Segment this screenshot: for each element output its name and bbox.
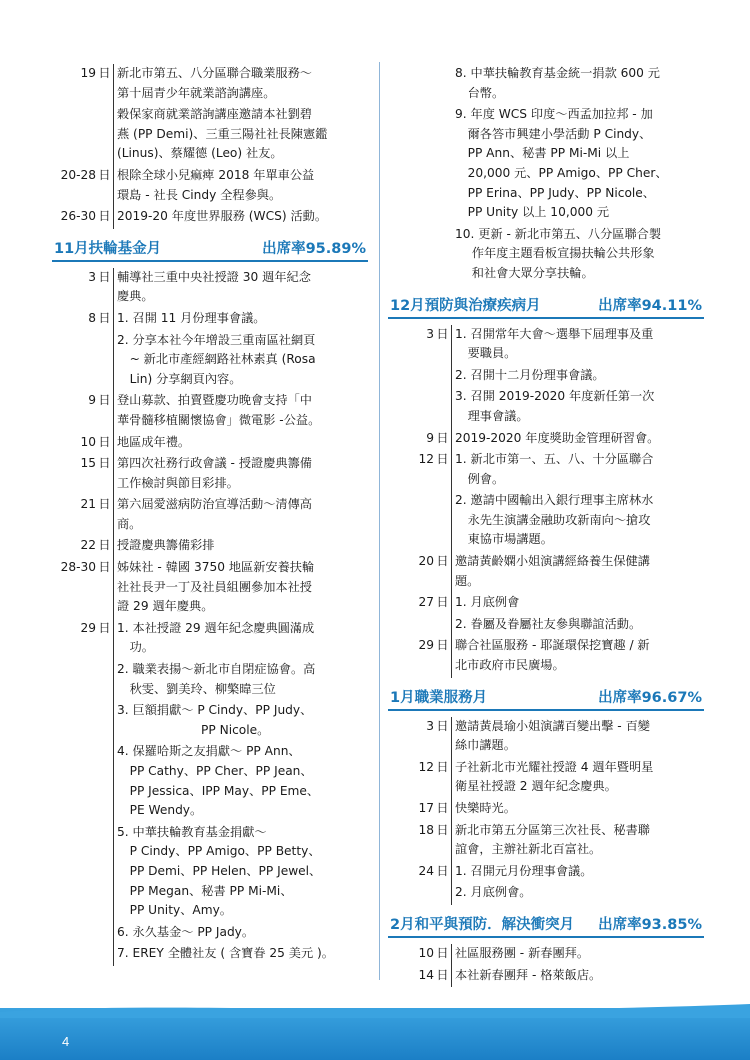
entry-text [113, 64, 368, 166]
text-line: 題。 [455, 573, 480, 588]
entry-paragraph [117, 64, 368, 103]
entry-date: 12 [418, 759, 434, 774]
text-line: 3. 巨額捐獻～ P Cindy、PP Judy、 [117, 703, 313, 718]
text-line: 要職員。 [467, 346, 517, 361]
entry-date: 18 [418, 822, 434, 837]
text-line: PP Ann、秘書 PP Mi-Mi 以上 [467, 146, 630, 161]
entry-paragraph [117, 701, 368, 740]
text-line: 1. 本社授證 29 週年紀念慶典圓滿成 [117, 620, 315, 635]
text-line: 社社長尹一丁及社員組團參加本社授 [117, 579, 312, 594]
text-line: 爾各答市興建小學活動 P Cindy、 [467, 126, 652, 141]
text-line: 快樂時光。 [455, 801, 516, 815]
entry-date: 29 [80, 620, 96, 635]
entry-paragraph [117, 105, 368, 164]
entry-paragraph [117, 331, 368, 390]
date-entry [52, 64, 368, 166]
entry-date: 15 [80, 456, 96, 471]
entry-paragraph [455, 64, 704, 103]
date-entry [388, 966, 704, 988]
text-line: 第六屆愛滋病防治宣導活動～清傳高 [117, 497, 312, 512]
text-line: 子社新北市光耀社授證 4 週年暨明星 [455, 759, 654, 774]
text-line: 地區成年禮。 [117, 434, 191, 449]
entry-date: 29 [418, 638, 434, 653]
day-unit: 日 [98, 66, 111, 80]
attendance-rate: 出席率93.85% [598, 916, 702, 933]
section-title: 2月和平與預防．解決衝突月 [390, 916, 575, 933]
entry-continued [388, 64, 704, 286]
entry-paragraph [117, 742, 368, 820]
text-line: 永先生演講金融助攻新南向～搶攻 [467, 512, 651, 527]
entry-paragraph [455, 593, 704, 613]
entry-paragraph [117, 536, 368, 556]
entry-paragraph [455, 491, 704, 550]
page-number: 4 [62, 1034, 70, 1049]
entry-text [113, 495, 368, 536]
date-entry [52, 454, 368, 495]
day-unit: 日 [98, 269, 111, 284]
entry-paragraph [117, 495, 368, 534]
entry-paragraph [117, 391, 368, 430]
entry-date: 9 [426, 430, 434, 445]
date-entry [388, 862, 704, 905]
entry-text [451, 636, 704, 677]
text-line: 2. 召開十二月份理事會議。 [455, 367, 605, 382]
entry-paragraph [117, 923, 368, 943]
text-line: 2019-2020 年度獎助金管理研習會。 [455, 430, 660, 445]
date-entry [388, 636, 704, 677]
entry-date: 27 [418, 595, 434, 610]
entry-date: 20-28 [60, 167, 96, 182]
entry-date [388, 64, 434, 286]
day-unit: 日 [436, 638, 449, 653]
text-line: 社區服務團 - 新春團拜。 [455, 945, 590, 960]
day-unit: 日 [98, 560, 111, 575]
text-line: PP Unity、Amy。 [129, 903, 232, 918]
attendance-rate: 出席率96.67% [598, 689, 702, 706]
text-line: PP Erina、PP Judy、PP Nicole、 [467, 185, 655, 200]
entry-date: 9 [88, 393, 96, 408]
date-entry [52, 495, 368, 536]
entry-paragraph [117, 619, 368, 658]
entry-text [451, 64, 704, 286]
text-line: 華骨髓移植關懷協會」微電影 -公益。 [117, 412, 321, 427]
text-line: 新北市第五、八分區聯合職業服務～ [117, 66, 312, 80]
text-line: 1. 召開常年大會～選舉下屆理事及重 [455, 326, 654, 341]
text-line: 1. 召開元月份理事會議。 [455, 863, 593, 878]
text-line: 功。 [129, 640, 154, 655]
text-line: 例會。 [467, 471, 505, 486]
entry-paragraph [455, 105, 704, 223]
entry-text [451, 966, 704, 988]
day-unit: 日 [436, 863, 449, 878]
day-unit: 日 [436, 801, 449, 815]
entry-date: 10 [80, 434, 96, 449]
entry-paragraph [117, 454, 368, 493]
entry-text [451, 862, 704, 905]
text-line: 穀保家商就業諮詢講座邀請本社劉碧 [117, 107, 312, 122]
text-line: 衛星社授證 2 週年紀念慶典。 [455, 779, 617, 794]
entry-paragraph [455, 883, 704, 903]
text-line: 台幣。 [467, 85, 505, 100]
date-entry [52, 309, 368, 391]
entry-text [451, 717, 704, 758]
day-unit: 日 [98, 434, 111, 449]
day-unit: 日 [436, 595, 449, 610]
text-line: 9. 年度 WCS 印度～西孟加拉邦 - 加 [455, 107, 653, 122]
text-line: 秋雯、劉美玲、柳檠暐三位 [129, 681, 276, 696]
entry-paragraph [455, 758, 704, 797]
entry-text [451, 758, 704, 799]
date-entry [52, 433, 368, 455]
entry-text [451, 799, 704, 821]
entry-text [113, 558, 368, 619]
day-unit: 日 [98, 393, 111, 408]
entry-date: 26-30 [60, 209, 96, 224]
text-line: 1. 月底例會 [455, 595, 520, 610]
text-line: PP Nicole。 [201, 722, 270, 737]
entry-paragraph [455, 615, 704, 635]
text-line: 理事會議。 [467, 408, 529, 423]
date-entry [388, 799, 704, 821]
entry-paragraph [455, 225, 704, 284]
entry-paragraph [455, 944, 704, 964]
text-line: PP Unity 以上 10,000 元 [467, 205, 610, 220]
section-heading [388, 684, 704, 711]
text-line: 東協市場講題。 [467, 532, 553, 547]
entry-text [451, 593, 704, 636]
entry-date: 21 [80, 497, 96, 512]
attendance-rate: 出席率95.89% [262, 240, 366, 257]
footer-band [0, 1008, 750, 1060]
day-unit: 日 [436, 822, 449, 837]
entry-paragraph [455, 636, 704, 675]
entry-date: 12 [418, 452, 434, 467]
date-entry [388, 552, 704, 593]
entry-date: 20 [418, 554, 434, 569]
date-entry [388, 450, 704, 552]
day-unit: 日 [436, 759, 449, 774]
text-line: PP Cathy、PP Cher、PP Jean、 [129, 764, 313, 778]
day-unit [434, 64, 451, 286]
entry-paragraph [117, 207, 368, 227]
entry-text [113, 309, 368, 391]
text-line: 6. 永久基金～ PP Jady。 [117, 924, 255, 939]
entry-text [113, 268, 368, 309]
entry-paragraph [455, 366, 704, 386]
day-unit: 日 [98, 310, 111, 325]
text-line: 聯合社區服務 - 耶誕環保挖寶趣 / 新 [455, 638, 650, 653]
entry-date: 28-30 [60, 560, 96, 575]
text-line: PP Megan、秘書 PP Mi-Mi、 [129, 883, 293, 898]
date-entry [388, 758, 704, 799]
day-unit: 日 [436, 554, 449, 569]
text-line: PE Wendy。 [129, 803, 203, 818]
text-line: 誼會，主辦社新北百富社。 [455, 842, 602, 857]
entry-date: 22 [80, 538, 96, 553]
entry-text [113, 391, 368, 432]
text-line: 商。 [117, 516, 142, 531]
text-line: 授證慶典籌備彩排 [117, 538, 215, 553]
attendance-rate: 出席率94.11% [598, 297, 702, 314]
entry-text [113, 207, 368, 229]
day-unit: 日 [98, 497, 111, 512]
entry-paragraph [455, 862, 704, 882]
entry-text [451, 450, 704, 552]
entry-paragraph [117, 944, 368, 964]
entry-text [113, 166, 368, 207]
text-line: 4. 保羅哈斯之友捐獻～ PP Ann、 [117, 744, 301, 759]
entry-date: 24 [418, 863, 434, 878]
entry-paragraph [455, 429, 704, 449]
entry-paragraph [117, 433, 368, 453]
text-line: 5. 中華扶輪教育基金捐獻～ [117, 824, 267, 839]
text-line: 2. 月底例會。 [455, 885, 532, 900]
text-line: 1. 新北市第一、五、八、十分區聯合 [455, 452, 654, 467]
section-heading [52, 235, 368, 262]
text-line: 8. 中華扶輪教育基金統一捐款 600 元 [455, 66, 660, 80]
entry-date: 3 [88, 269, 96, 284]
entry-text [451, 944, 704, 966]
text-line: ~ 新北市產經網路社林素真 (Rosa [129, 352, 316, 367]
text-line: 2. 眷屬及眷屬社友參與聯誼活動。 [455, 616, 642, 631]
entry-paragraph [455, 717, 704, 756]
day-unit: 日 [98, 209, 111, 224]
text-line: 根除全球小兒痲痺 2018 年單車公益 [117, 167, 315, 182]
date-entry [52, 207, 368, 229]
text-line: 北市政府市民廣場。 [455, 658, 565, 673]
date-entry [52, 536, 368, 558]
entry-paragraph [455, 966, 704, 986]
section-title: 11月扶輪基金月 [54, 240, 162, 257]
day-unit: 日 [98, 538, 111, 553]
text-line: 邀請黃齡嫻小姐演講經絡養生保健講 [455, 554, 650, 569]
entry-paragraph [117, 268, 368, 307]
day-unit: 日 [98, 167, 111, 182]
text-line: 20,000 元、PP Amigo、PP Cher、 [467, 165, 668, 180]
date-entry [52, 391, 368, 432]
entry-paragraph [455, 325, 704, 364]
date-entry [388, 593, 704, 636]
text-line: PP Demi、PP Helen、PP Jewel、 [129, 863, 322, 878]
day-unit: 日 [436, 452, 449, 467]
entry-text [113, 619, 368, 966]
text-line: 第十屆青少年就業諮詢講座。 [117, 85, 276, 100]
text-line: 登山募款、拍賣暨慶功晚會支持「中 [117, 393, 312, 408]
text-line: 1. 召開 11 月份理事會議。 [117, 310, 266, 325]
text-line: 證 29 週年慶典。 [117, 599, 214, 614]
section-heading [388, 292, 704, 319]
date-entry [52, 619, 368, 966]
entry-date: 19 [80, 66, 96, 80]
entry-text [451, 821, 704, 862]
text-line: PP Jessica、IPP May、PP Eme、 [129, 783, 320, 798]
text-line: (Linus)、蔡耀德 (Leo) 社友。 [117, 146, 283, 161]
text-line: 作年度主題看板宣揚扶輪公共形象 [471, 246, 655, 261]
footer-wave [0, 998, 750, 1018]
date-entry [52, 268, 368, 309]
section-heading [388, 911, 704, 938]
date-entry [52, 166, 368, 207]
day-unit: 日 [436, 967, 449, 982]
text-line: 2. 分享本社今年增設三重南區社網頁 [117, 332, 316, 347]
text-line: 邀請黃晨瑜小姐演講百變出擊 - 百變 [455, 718, 650, 733]
left-column [52, 64, 368, 966]
entry-paragraph [455, 552, 704, 591]
text-line: 絲巾講題。 [455, 738, 516, 753]
date-entry [388, 325, 704, 429]
section-title: 12月預防與治療疾病月 [390, 297, 541, 314]
entry-paragraph [117, 558, 368, 617]
day-unit: 日 [98, 620, 111, 635]
date-entry [388, 944, 704, 966]
entry-paragraph [455, 799, 704, 819]
date-entry [388, 429, 704, 451]
entry-date: 3 [426, 326, 434, 341]
entry-date: 17 [418, 801, 434, 815]
entry-paragraph [117, 660, 368, 699]
right-column [388, 64, 704, 987]
text-line: 環島 - 社長 Cindy 全程參與。 [117, 187, 282, 202]
day-unit: 日 [436, 326, 449, 341]
text-line: 3. 召開 2019-2020 年度新任第一次 [455, 389, 655, 404]
date-entry [52, 558, 368, 619]
entry-date: 14 [418, 967, 434, 982]
day-unit: 日 [98, 456, 111, 471]
day-unit: 日 [436, 945, 449, 960]
entry-text [451, 552, 704, 593]
entry-paragraph [117, 309, 368, 329]
text-line: 2. 邀請中國輸出入銀行理事主席林水 [455, 493, 654, 508]
day-unit: 日 [436, 718, 449, 733]
text-line: Lin) 分享網頁內容。 [129, 371, 242, 386]
date-entry [388, 717, 704, 758]
entry-paragraph [455, 821, 704, 860]
entry-paragraph [117, 823, 368, 921]
entry-paragraph [455, 387, 704, 426]
text-line: 和社會大眾分享扶輪。 [471, 265, 594, 280]
entry-date: 3 [426, 718, 434, 733]
text-line: 姊妹社 - 韓國 3750 地區新安養扶輪 [117, 560, 315, 575]
text-line: 輔導社三重中央社授證 30 週年紀念 [117, 269, 311, 284]
text-line: 2. 職業表揚～新北市自閉症協會。高 [117, 662, 316, 677]
day-unit: 日 [436, 430, 449, 445]
entry-text [113, 536, 368, 558]
entry-text [113, 433, 368, 455]
entry-paragraph [455, 450, 704, 489]
text-line: 2019-20 年度世界服務 (WCS) 活動。 [117, 209, 328, 224]
text-line: 本社新春團拜 - 格萊飯店。 [455, 967, 602, 982]
entry-text [451, 429, 704, 451]
section-title: 1月職業服務月 [390, 689, 488, 706]
text-line: 新北市第五分區第三次社長、秘書聯 [455, 822, 650, 837]
entry-date: 10 [418, 945, 434, 960]
date-entry [388, 821, 704, 862]
entry-paragraph [117, 166, 368, 205]
text-line: 慶典。 [117, 289, 154, 304]
text-line: 10. 更新 - 新北市第五、八分區聯合製 [455, 226, 662, 241]
column-divider [379, 62, 380, 980]
text-line: 第四次社務行政會議 - 授證慶典籌備 [117, 456, 312, 471]
entry-text [451, 325, 704, 429]
entry-date: 8 [88, 310, 96, 325]
text-line: P Cindy、PP Amigo、PP Betty、 [129, 844, 321, 859]
text-line: 工作檢討與節目彩排。 [117, 475, 239, 490]
text-line: 燕 (PP Demi)、三重三陽社社長陳憲鑑 [117, 126, 328, 141]
entry-text [113, 454, 368, 495]
text-line: 7. EREY 全體社友 ( 含寶眷 25 美元 )。 [117, 946, 334, 961]
